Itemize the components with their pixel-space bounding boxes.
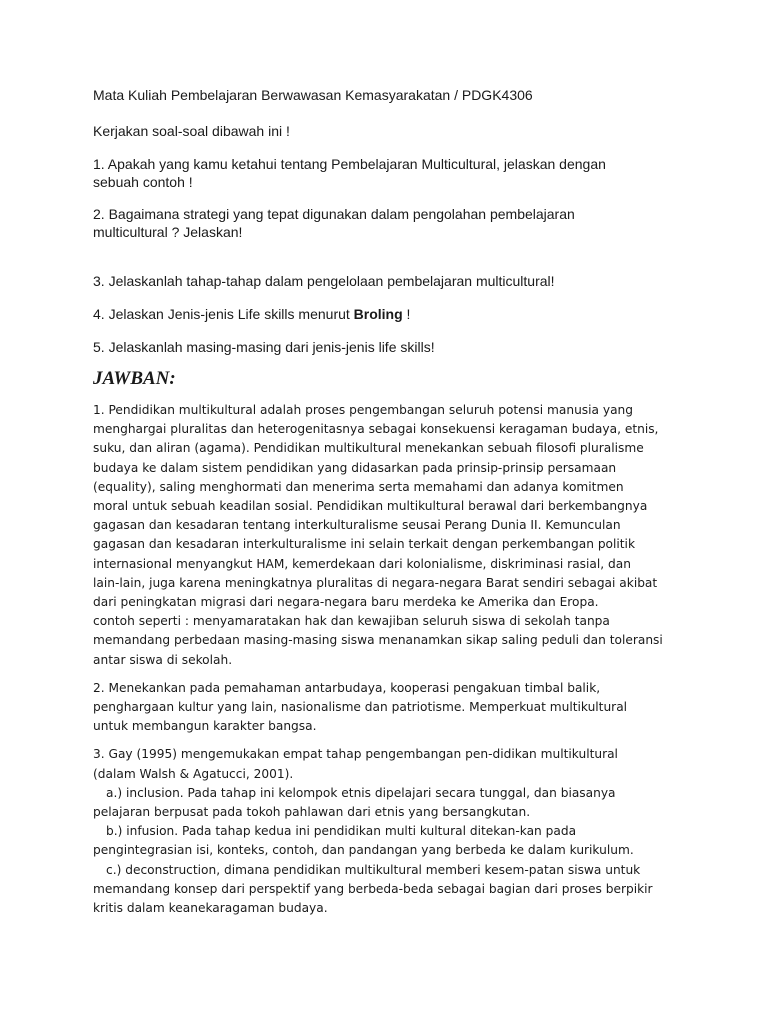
instruction: Kerjakan soal-soal dibawah ini ! [93,123,290,139]
example-text: : menyamaratakan hak dan kewajiban seluruh siswa di sekolah tanpa [180,614,610,629]
answer-1-line: gagasan dan kesadaran interkulturalisme ini selain terkait dengan perkembangan politik [93,537,636,552]
course-title: Mata Kuliah Pembelajaran Berwawasan Kemasyarakatan / PDGK4306 [93,87,533,103]
answer-3-line: 3. Gay (1995) mengemukakan empat tahap pengembangan pen-didikan multikultural [93,747,618,762]
question-2 [93,205,676,241]
question-2-line: 2. Bagaimana strategi yang tepat digunakan dalam pengolahan pembelajaran [93,206,575,222]
stage-c-line: kritis dalam keanekaragaman budaya. [93,901,328,916]
answer-1-line: dari peningkatan migrasi dari negara-negara baru merdeka ke Amerika dan Eropa. [93,595,599,610]
answer-2-line: 2. Menekankan pada pemahaman antarbudaya, kooperasi pengakuan timbal balik, [93,680,601,695]
question-2-line: multicultural ? Jelaskan! [93,224,243,240]
question-5: 5. Jelaskanlah masing-masing dari jenis-jenis life skills! [93,339,435,355]
question-4-bold: Broling [353,306,403,322]
question-4-text: 4. Jelaskan Jenis-jenis Life skills menurut [93,306,354,322]
answer-2 [93,679,676,737]
question-1-line: 1. Apakah yang kamu ketahui tentang Pembelajaran Multicultural, jelaskan dengan [93,156,606,172]
answer-1-line: suku, dan aliran (agama). Pendidikan multikultural menekankan sebuah filosofi pluralisme [93,441,644,456]
question-1-line: sebuah contoh ! [93,174,193,190]
stage-b-line: pengintegrasian isi, konteks, contoh, dan pandangan yang berbeda ke dalam kurikulum. [93,843,634,858]
answer-1-line: moral untuk sebuah keadilan sosial. Pendidikan multikultural berawal dari berkembangnya [93,499,648,514]
stage-a-line: a.) inclusion. Pada tahap ini kelompok etnis dipelajari secara tunggal, dan biasanya [106,785,616,800]
answer-1-line: antar siswa di sekolah. [93,652,233,667]
answer-1-line: memandang perbedaan masing-masing siswa menanamkan sikap saling peduli dan toleransi [93,633,663,648]
question-1 [93,155,676,191]
stage-c-line: memandang konsep dari perspektif yang berbeda-beda sebagai bagian dari proses berpikir [93,881,653,896]
question-3: 3. Jelaskanlah tahap-tahap dalam pengelolaan pembelajaran multicultural! [93,273,555,289]
answer-2-line: penghargaan kultur yang lain, nasionalisme dan patriotisme. Memperkuat multikultural [93,700,628,715]
answer-1-line: gagasan dan kesadaran tentang interkulturalisme seusai Perang Dunia II. Kemunculan [93,518,621,533]
question-4 [93,305,676,323]
answer-3-line: (dalam Walsh & Agatucci, 2001). [93,766,294,781]
stage-c-line: c.) deconstruction, dimana pendidikan multikultural memberi kesem-patan siswa untuk [106,862,641,877]
answer-1-line: 1. Pendidikan multikultural adalah proses pengembangan seluruh potensi manusia yang [93,403,634,417]
answer-1-line: budaya ke dalam sistem pendidikan yang didasarkan pada prinsip-prinsip persamaan [93,460,617,475]
answer-1-line: lain-lain, juga karena meningkatnya pluralitas di negara-negara Barat sendiri sebagai akibat [93,575,658,590]
answer-1-line: (equality), saling menghormati dan menerima serta memahami dan adanya komitmen [93,479,624,494]
example-label: contoh seperti [93,614,181,629]
answer-3 [93,745,676,918]
stage-a-line: pelajaran berpusat pada tokoh pahlawan dari etnis yang bersangkutan. [93,805,531,820]
answers-heading: JAWBAN: [93,368,176,389]
stage-b-line: b.) infusion. Pada tahap kedua ini pendidikan multi kultural ditekan-kan pada [106,824,577,839]
question-4-suffix: ! [402,306,411,322]
answer-2-line: untuk membangun karakter bangsa. [93,719,317,734]
answer-1-example [93,612,676,631]
answer-1-line: menghargai pluralitas dan heterogenitasnya sebagai konsekuensi keragaman budaya, etnis, [93,422,659,437]
answer-1-line: internasional menyangkut HAM, kemerdekaan dari kolonialisme, diskriminasi rasial, dan [93,556,631,571]
answer-1 [93,401,676,670]
